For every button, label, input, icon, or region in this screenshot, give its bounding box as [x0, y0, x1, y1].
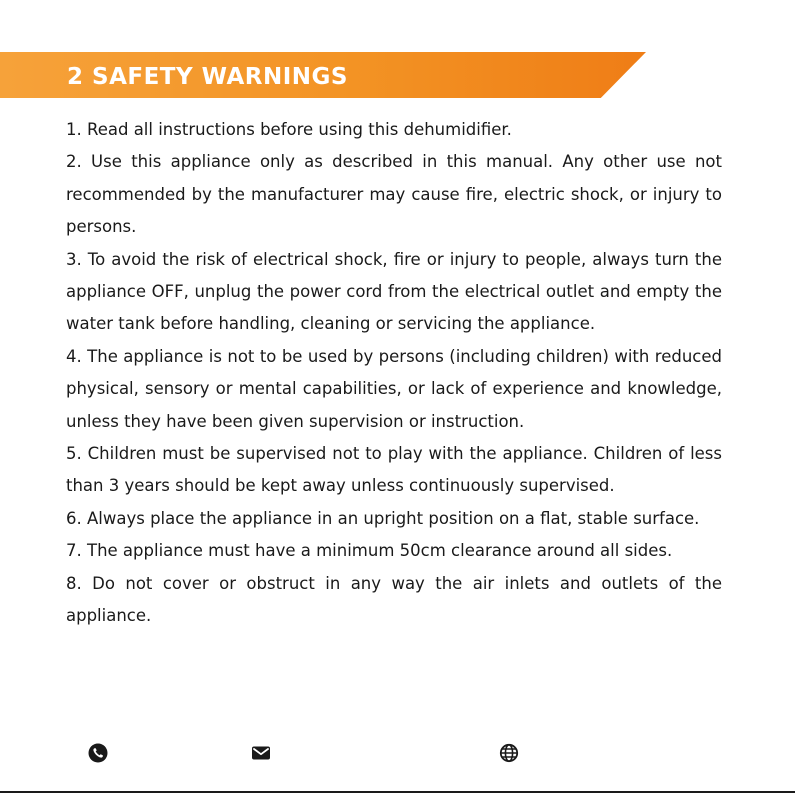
warning-item-4: 4. The appliance is not to be used by persons (including children) with reduced physical, sensory or mental capabilities, or lack of experience and knowledge, unless they have been given supervision or instruction. — [66, 346, 722, 431]
warning-item-7: 7. The appliance must have a minimum 50cm clearance around all sides. — [66, 541, 673, 561]
footer-divider — [0, 791, 795, 793]
contact-footer — [0, 741, 795, 767]
warning-item-1: 1. Read all instructions before using this dehumidifier. — [66, 120, 512, 139]
phone-icon — [88, 743, 108, 763]
warning-item-6: 6. Always place the appliance in an upright position on a flat, stable surface. — [66, 508, 700, 528]
warning-item-2: 2. Use this appliance only as described in this manual. Any other use not recommended by the manufacturer may cause fire, electric shock, or injury to persons. — [66, 152, 722, 237]
safety-warnings-list — [66, 114, 722, 633]
section-title: 2 SAFETY WARNINGS — [67, 64, 348, 90]
globe-icon — [499, 743, 519, 763]
warning-item-3: 3. To avoid the risk of electrical shock, fire or injury to people, always turn the appliance OFF, unplug the power cord from the electrical outlet and empty the water tank before handling, cleaning or servicing the appliance. — [66, 249, 722, 334]
warning-item-8: 8. Do not cover or obstruct in any way the air inlets and outlets of the appliance. — [66, 573, 722, 626]
email-icon — [251, 745, 271, 761]
warning-item-5: 5. Children must be supervised not to play with the appliance. Children of less than 3 years should be kept away unless continuously supervised. — [66, 444, 722, 496]
